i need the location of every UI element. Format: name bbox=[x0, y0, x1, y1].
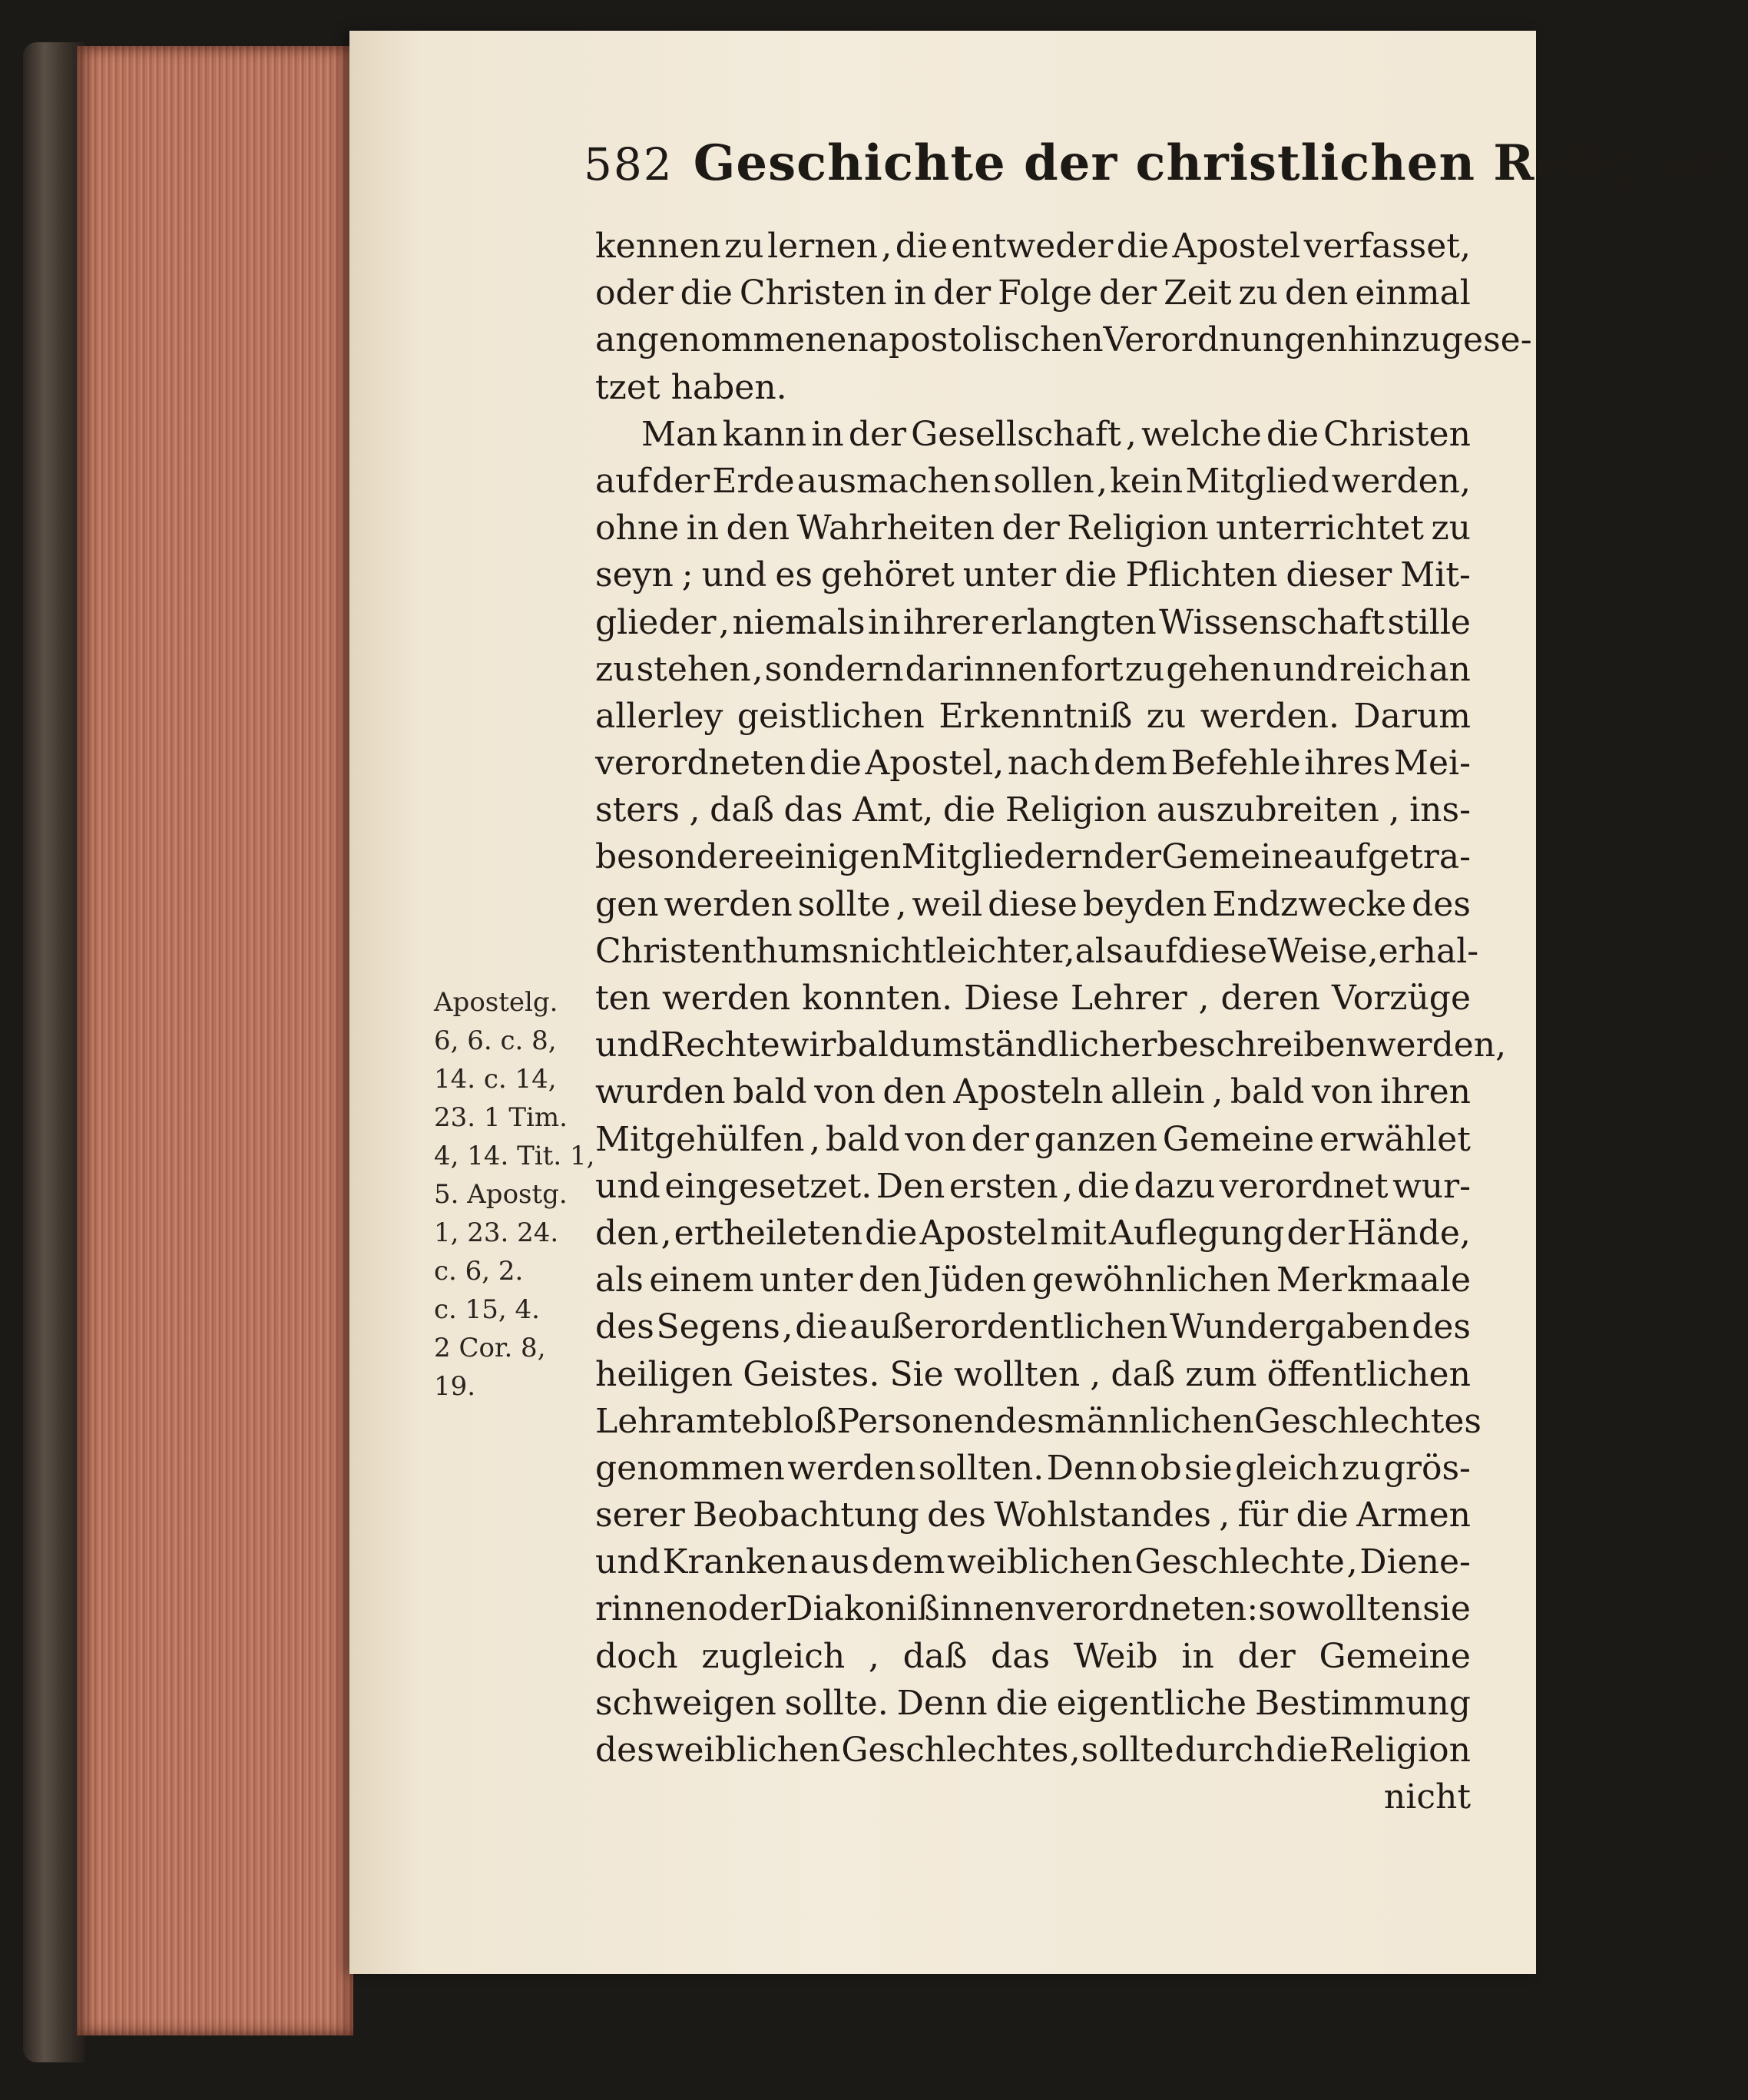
margin-note-line: 19. bbox=[434, 1371, 476, 1402]
text-line: Man kann in der Gesellschaft , welche die Christen bbox=[641, 414, 1471, 454]
margin-note-line: 23. 1 Tim. bbox=[434, 1102, 568, 1133]
text-line: als einem unter den Jüden gewöhnlichen Merkmaale bbox=[595, 1260, 1471, 1300]
text-line: heiligen Geistes. Sie wollten , daß zum öffentlichen bbox=[595, 1354, 1471, 1394]
text-line: und Rechte wir bald umständlicher beschreiben werden, bbox=[595, 1025, 1507, 1065]
text-line: allerley geistlichen Erkenntniß zu werden. Darum bbox=[595, 696, 1471, 736]
text-line: Mitgehülfen , bald von der ganzen Gemeine erwählet bbox=[595, 1119, 1471, 1159]
book-spine bbox=[23, 42, 84, 2062]
text-line: zu stehen , sondern darinnen fort zu gehen und reich an bbox=[595, 649, 1471, 689]
text-line: seyn ; und es gehöret unter die Pflichten dieser Mit- bbox=[595, 555, 1471, 595]
text-line: und eingesetzet. Den ersten , die dazu verordnet wur- bbox=[595, 1166, 1471, 1206]
margin-note-line: c. 15, 4. bbox=[434, 1294, 540, 1325]
text-line: besondere einigen Mitgliedern der Gemeine aufgetra- bbox=[595, 837, 1471, 877]
body-text bbox=[595, 223, 1532, 1820]
text-line: Christenthums nicht leichter, als auf diese Weise, erhal- bbox=[595, 931, 1479, 971]
text-line: glieder , niemals in ihrer erlangten Wissenschaft stille bbox=[595, 602, 1471, 642]
text-line: schweigen sollte. Denn die eigentliche Bestimmung bbox=[595, 1683, 1471, 1723]
text-line: genommen werden sollten. Denn ob sie gleich zu grös- bbox=[595, 1448, 1471, 1488]
text-line: den , ertheileten die Apostel mit Auflegung der Hände, bbox=[595, 1213, 1471, 1253]
text-line: kennen zu lernen , die entweder die Apostel verfasset, bbox=[595, 227, 1471, 266]
text-line: wurden bald von den Aposteln allein , bald von ihren bbox=[595, 1072, 1471, 1112]
text-line: ten werden konnten. Diese Lehrer , deren Vorzüge bbox=[595, 979, 1471, 1018]
margin-note-line: 5. Apostg. bbox=[434, 1179, 568, 1210]
page-edges bbox=[77, 46, 353, 2035]
margin-notes bbox=[434, 983, 595, 1406]
text-line: sters , daß das Amt, die Religion auszubreiten , ins- bbox=[595, 790, 1471, 830]
text-line: gen werden sollte , weil diese beyden Endzwecke des bbox=[595, 884, 1471, 924]
text-line: des weiblichen Geschlechtes , sollte durch die Religion bbox=[595, 1731, 1471, 1770]
running-title: Geschichte der christlichen Religion. bbox=[693, 134, 1748, 192]
text-line: serer Beobachtung des Wohlstandes , für die Armen bbox=[595, 1496, 1471, 1535]
margin-note-line: 1, 23. 24. bbox=[434, 1217, 559, 1248]
text-line: auf der Erde ausmachen sollen , kein Mitglied werden, bbox=[595, 461, 1471, 501]
margin-note-line: Apostelg. bbox=[434, 987, 558, 1018]
text-line: oder die Christen in der Folge der Zeit zu den einmal bbox=[595, 273, 1471, 313]
text-line: doch zugleich , daß das Weib in der Gemeine bbox=[595, 1636, 1471, 1676]
text-line: rinnen oder Diakonißinnen verordneten : so wollten sie bbox=[595, 1589, 1471, 1629]
page-number: 582 bbox=[584, 138, 674, 190]
page-header bbox=[584, 134, 1748, 204]
text-line: nicht bbox=[1383, 1777, 1471, 1817]
margin-note-line: c. 6, 2. bbox=[434, 1256, 524, 1287]
text-line: ohne in den Wahrheiten der Religion unterrichtet zu bbox=[595, 508, 1471, 548]
margin-note-line: 6, 6. c. 8, bbox=[434, 1025, 557, 1056]
text-line: tzet haben. bbox=[595, 367, 787, 407]
text-line: des Segens , die außerordentlichen Wundergaben des bbox=[595, 1307, 1471, 1347]
text-line: angenommenen apostolischen Verordnungen hinzugese- bbox=[595, 320, 1532, 360]
margin-note-line: 14. c. 14, bbox=[434, 1064, 557, 1095]
text-line: verordneten die Apostel, nach dem Befehle ihres Mei- bbox=[595, 744, 1471, 783]
margin-note-line: 4, 14. Tit. 1, bbox=[434, 1141, 595, 1171]
text-line: Lehramte bloß Personen des männlichen Geschlechtes bbox=[595, 1401, 1482, 1441]
text-line: und Kranken aus dem weiblichen Geschlechte , Diene- bbox=[595, 1542, 1471, 1582]
margin-note-line: 2 Cor. 8, bbox=[434, 1333, 546, 1363]
